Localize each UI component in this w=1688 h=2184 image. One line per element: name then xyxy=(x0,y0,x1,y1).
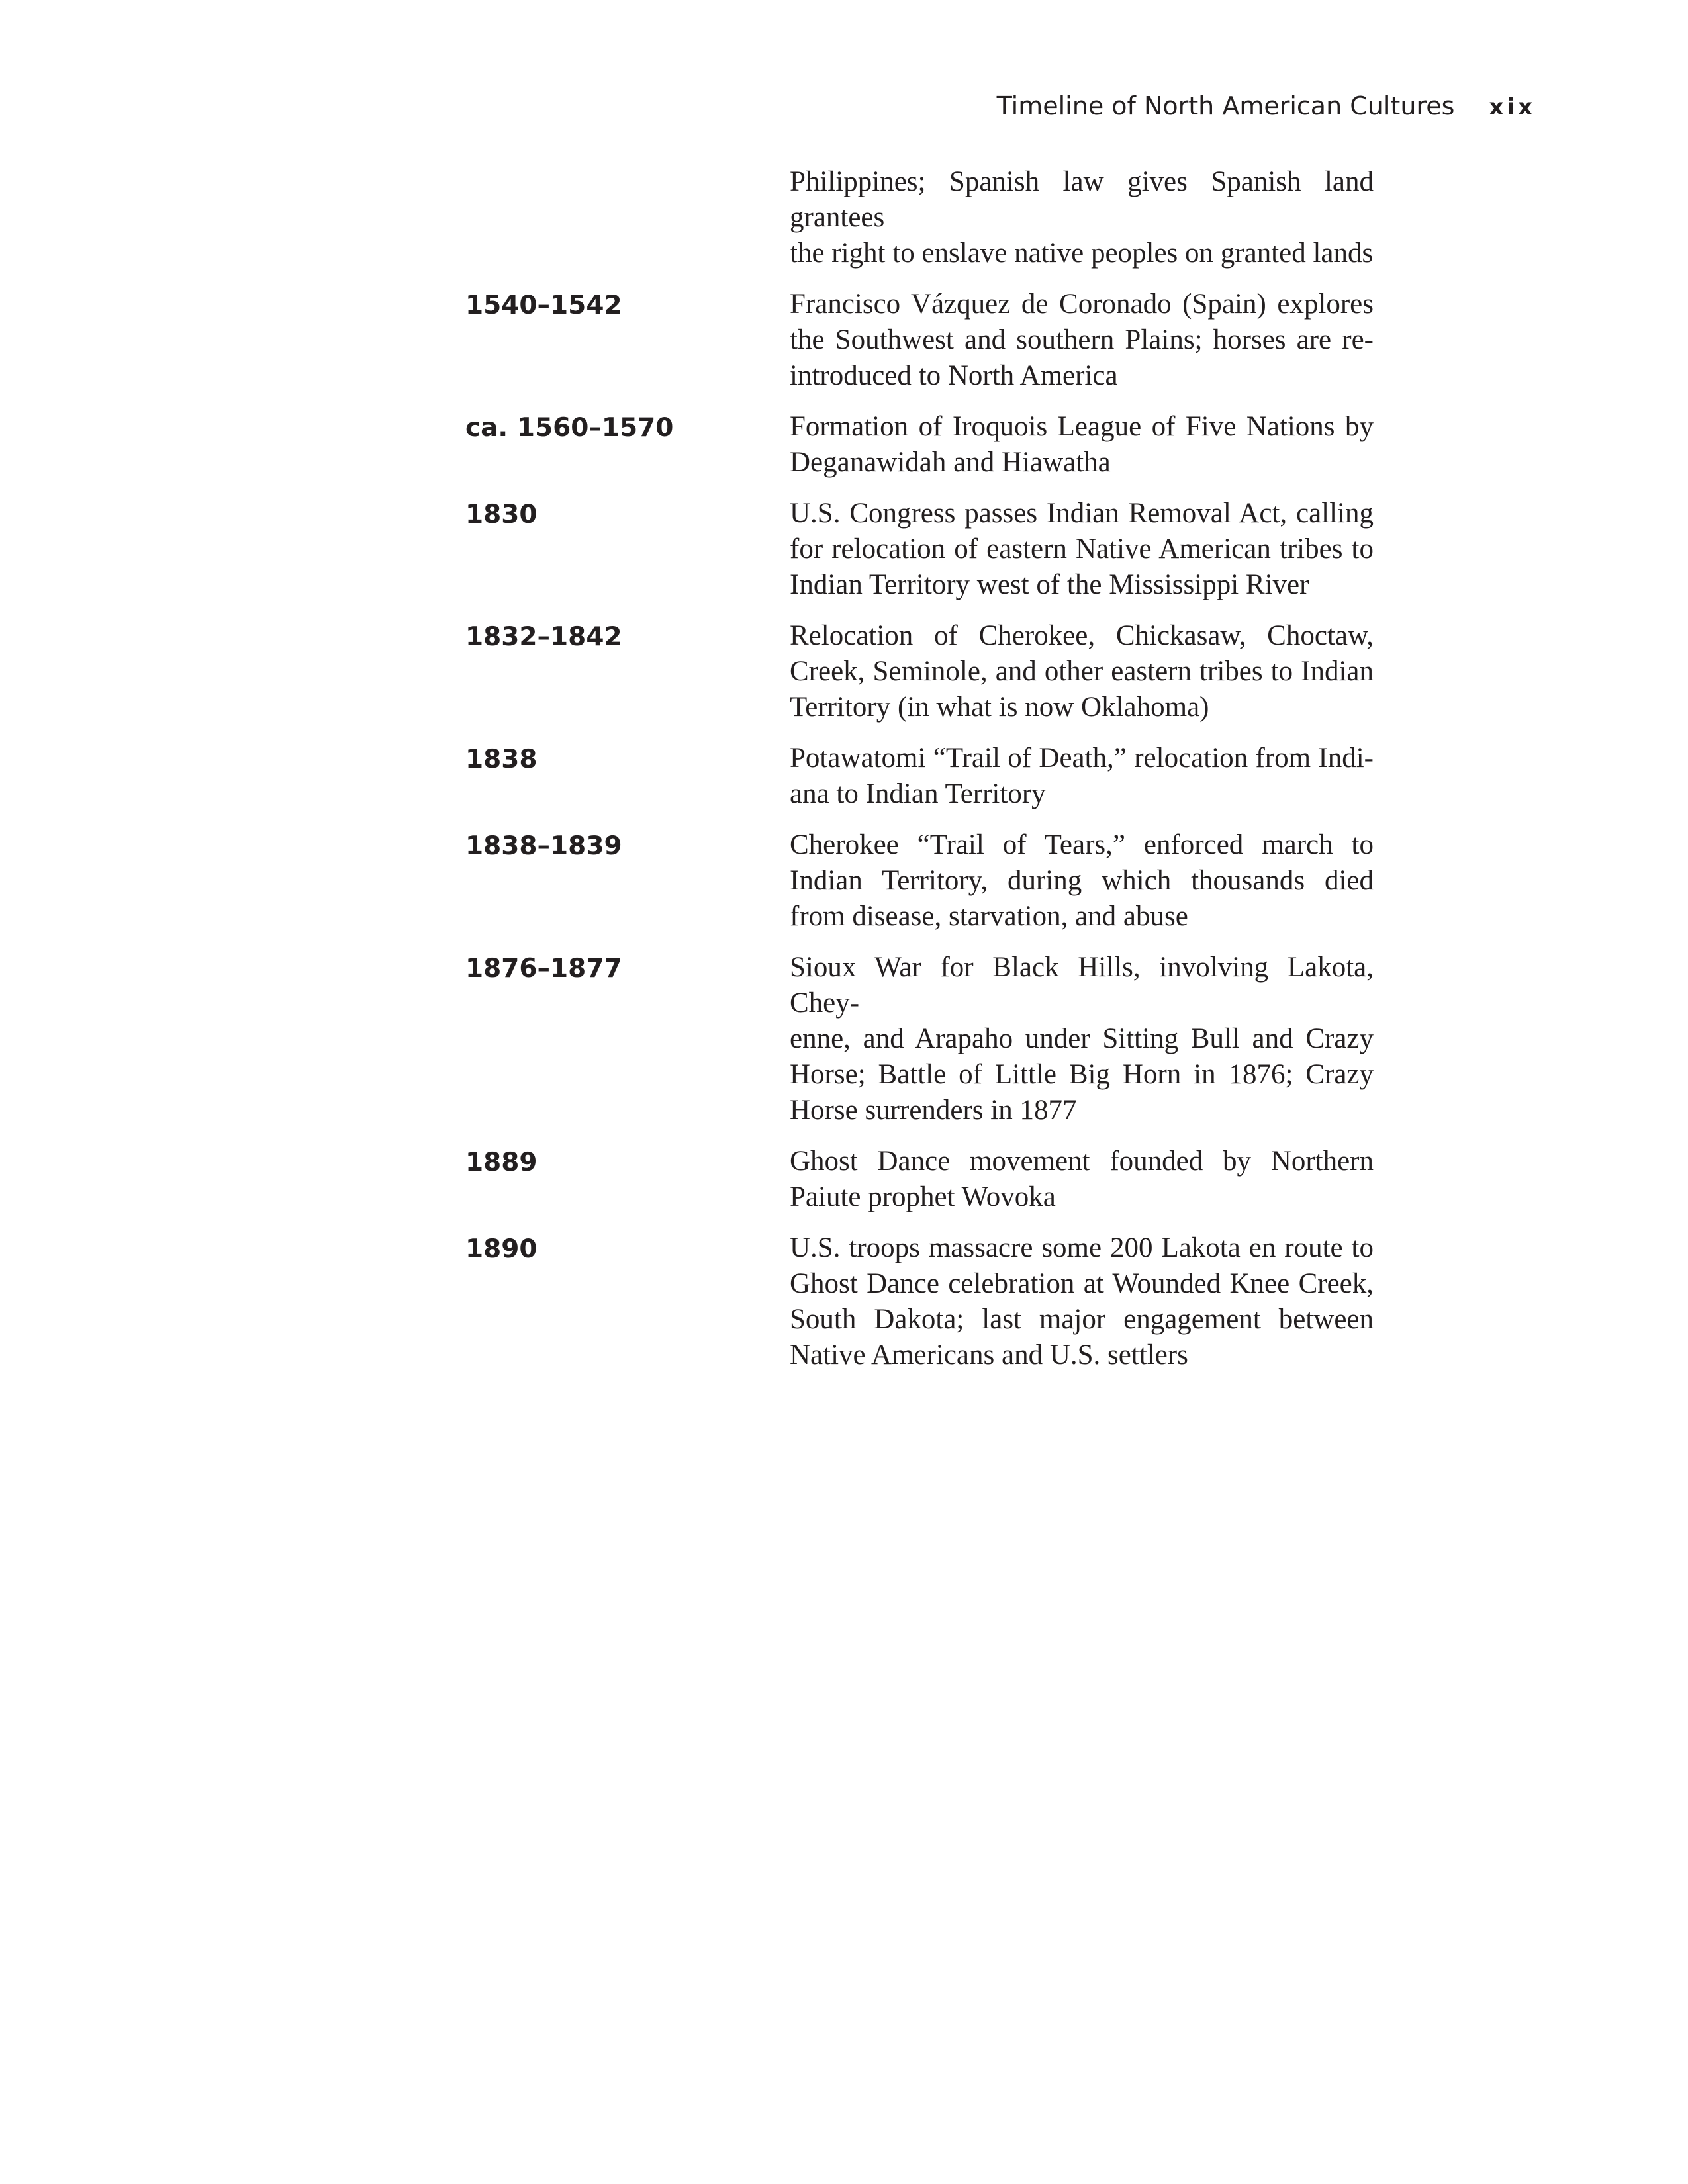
timeline-list xyxy=(465,164,1392,1388)
timeline-entry xyxy=(465,827,1392,934)
description-line: Indian Territory west of the Mississippi River xyxy=(790,569,1309,600)
timeline-description xyxy=(790,618,1374,725)
timeline-entry xyxy=(465,618,1392,725)
description-line: Potawatomi “Trail of Death,” relocation from Indi- xyxy=(790,743,1374,774)
timeline-description xyxy=(790,164,1374,271)
timeline-entry xyxy=(465,287,1392,394)
page-number: xix xyxy=(1489,94,1536,120)
timeline-date: 1890 xyxy=(465,1234,538,1264)
timeline-description xyxy=(790,950,1374,1128)
timeline-date: 1540–1542 xyxy=(465,291,622,320)
running-head-title: Timeline of North American Cultures xyxy=(996,91,1455,120)
description-line: Native Americans and U.S. settlers xyxy=(790,1340,1188,1371)
description-line: ana to Indian Territory xyxy=(790,778,1046,809)
timeline-description xyxy=(790,287,1374,394)
description-line: U.S. troops massacre some 200 Lakota en route to xyxy=(790,1232,1374,1263)
timeline-description xyxy=(790,496,1374,603)
timeline-date: 1876–1877 xyxy=(465,954,622,983)
description-line: Paiute prophet Wovoka xyxy=(790,1181,1056,1212)
description-line: the right to enslave native peoples on granted lands xyxy=(790,238,1374,269)
description-line: Indian Territory, during which thousands died xyxy=(790,865,1374,896)
description-line: Ghost Dance celebration at Wounded Knee Creek, xyxy=(790,1268,1374,1299)
description-line: Cherokee “Trail of Tears,” enforced march to xyxy=(790,829,1374,860)
timeline-entry xyxy=(465,409,1392,480)
timeline-description xyxy=(790,1144,1374,1215)
timeline-date: 1838 xyxy=(465,745,538,774)
timeline-date: 1838–1839 xyxy=(465,831,622,861)
description-line: the Southwest and southern Plains; horses are re- xyxy=(790,324,1374,355)
timeline-entry xyxy=(465,741,1392,812)
timeline-date: 1830 xyxy=(465,500,538,529)
timeline-entry xyxy=(465,164,1392,271)
running-head xyxy=(997,86,1536,127)
timeline-entry xyxy=(465,950,1392,1128)
description-line: Relocation of Cherokee, Chickasaw, Choctaw, xyxy=(790,620,1374,651)
timeline-entry xyxy=(465,1144,1392,1215)
description-line: for relocation of eastern Native American tribes to xyxy=(790,533,1374,565)
description-line: Sioux War for Black Hills, involving Lakota, Chey- xyxy=(790,952,1374,1019)
description-line: from disease, starvation, and abuse xyxy=(790,901,1188,932)
description-line: Deganawidah and Hiawatha xyxy=(790,447,1111,478)
timeline-date: 1832–1842 xyxy=(465,622,622,652)
description-line: Horse surrenders in 1877 xyxy=(790,1095,1077,1126)
description-line: Creek, Seminole, and other eastern tribes to Indian xyxy=(790,656,1374,687)
description-line: U.S. Congress passes Indian Removal Act, calling xyxy=(790,498,1374,529)
description-line: introduced to North America xyxy=(790,360,1118,391)
timeline-description xyxy=(790,1230,1374,1373)
description-line: Territory (in what is now Oklahoma) xyxy=(790,692,1209,723)
timeline-date: 1889 xyxy=(465,1148,538,1177)
timeline-description xyxy=(790,409,1374,480)
description-line: Ghost Dance movement founded by Northern xyxy=(790,1146,1374,1177)
timeline-description xyxy=(790,827,1374,934)
timeline-date: ca. 1560–1570 xyxy=(465,413,674,443)
timeline-entry xyxy=(465,1230,1392,1373)
description-line: Horse; Battle of Little Big Horn in 1876; Crazy xyxy=(790,1059,1374,1090)
timeline-date xyxy=(465,164,790,271)
description-line: enne, and Arapaho under Sitting Bull and Crazy xyxy=(790,1023,1374,1054)
description-line: Francisco Vázquez de Coronado (Spain) explores xyxy=(790,289,1374,320)
description-line: Formation of Iroquois League of Five Nations by xyxy=(790,411,1374,442)
description-line: South Dakota; last major engagement between xyxy=(790,1304,1374,1335)
description-line: Philippines; Spanish law gives Spanish land grantees xyxy=(790,166,1374,233)
timeline-description xyxy=(790,741,1374,812)
timeline-entry xyxy=(465,496,1392,603)
